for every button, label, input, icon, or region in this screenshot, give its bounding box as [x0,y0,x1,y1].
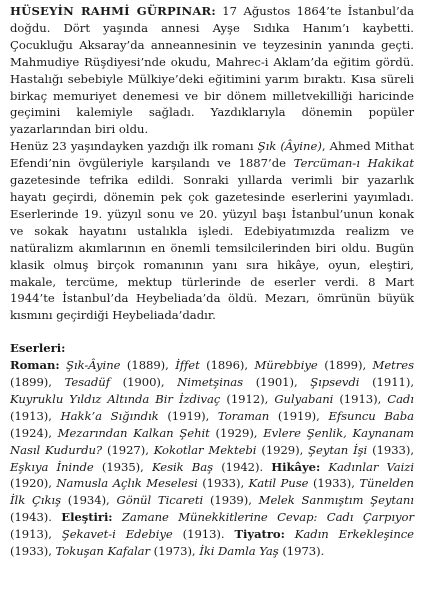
section-gap [10,324,414,340]
work-year: (1900), [109,375,178,390]
biography-text-2c: gazetesinde tefrika edildi. Sonraki yıllarda verimli bir yazarlık hayatı geçirdi, dönemin pek çok gazetesinde eserlerini yayımladı. Eserlerinde 19. yüzyıl sonu ve 20. yüzyıl başı İstanbul’unun konak ve sokak hayatını ustalıkla işledi. Edebiyatımızda realizm ve natüralizm akımlarının en önemli temsilcilerinden biri oldu. Bugün klasik olmuş birçok romanının yanı sıra hikâye, oyun, eleştiri, makale, tercüme, mektup türlerinde de eserler verdi. 8 Mart 1944’te İstanbul’da Heybeliada’da öldü. Mezarı, ömrünün büyük kısmını geçirdiği Heybeliada’dadır. [10,173,414,323]
author-name: HÜSEYİN RAHMİ GÜRPINAR: [10,4,216,18]
category-roman: Roman: [10,358,60,373]
work-year: (1973). [278,544,325,559]
work-title: Efsuncu Baba [328,408,414,423]
work-title: Mürebbiye [254,358,318,373]
work-title: Gulyabani [274,391,334,406]
work-title: Şık-Âyine [66,358,121,373]
work-title: Hakk’a Sığındık [60,408,159,423]
work-title: Nimetşinas [177,375,244,390]
category-tiyatro: Tiyatro: [234,527,285,542]
work-year: (1901), [243,375,311,390]
work-year: (1929), [256,442,309,457]
works-list [10,357,414,560]
work-title: Şeytan İşi [308,442,368,457]
work-title: Toraman [217,408,270,423]
work-title: Kadın Erkekleşince [294,527,414,542]
work-year: (1920), [10,476,57,491]
work-year: (1933), [10,544,56,559]
work-title: Tünelden İlk Çıkış [10,476,414,508]
category-elestiri: Eleştiri: [61,510,113,525]
newspaper-title: Tercüman-ı Hakikat [293,156,414,171]
work-title: Eşkıya İninde [10,459,94,474]
work-title: Mezarından Kalkan Şehit [57,425,210,440]
work-title: Şıpsevdi [310,375,360,390]
work-year: (1933), [197,476,249,491]
work-title: Gönül Ticareti [116,493,204,508]
category-hikaye: Hikâye: [271,459,321,474]
biography-text-1: 17 Ağustos 1864’te İstanbul’da doğdu. Dört yaşında annesi Ayşe Sıdıka Hanım’ı kaybetti. Çocukluğu Aksaray’da anneannesinin ve teyzesinin yanında geçti. Mahmudiye Rüşdiyesi’nde okudu, Mahrec-i Aklam’da eğitim gördü. Hastalığı sebebiyle Mülkiye’deki eğitimini yarım bıraktı. Kısa süreli birkaç memuriyet denemesi ve bir dönem milletvekilliği haricinde geçimini kalemiyle sağladı. Yazdıklarıyla dönemin popüler yazarlarından biri oldu. [10,4,414,137]
biography-paragraph-2 [10,138,414,324]
biography-text-2b: , Ahmed Mithat Efendi’nin övgüleriyle karşılandı ve 1887’de [10,139,415,171]
work-title: İffet [175,358,200,373]
biography-text-2a: Henüz 23 yaşındayken yazdığı ilk romanı [10,139,258,154]
work-year: (1929), [209,425,264,440]
work-title: Cadı [387,391,414,406]
work-year: (1919), [158,408,218,423]
work-year: (1919), [269,408,329,423]
work-year: (1911), [359,375,414,390]
works-heading: Eserleri: [10,341,66,356]
work-year: (1913). [172,527,235,542]
biography-paragraph-1 [10,3,414,138]
work-year: (1943). [10,510,62,525]
work-title: Şekavet-i Edebiye [61,527,173,542]
work-title: Kadınlar Vaizi [328,459,415,474]
work-year: (1935), [93,459,152,474]
work-title: Zamane Münekkitlerine Cevap: Cadı Çarpıyor [121,510,414,525]
work-year: (1927), [102,442,154,457]
work-year: (1934), [60,493,117,508]
work-year: (1939), [203,493,259,508]
work-title: Namusla Açlık Meselesi [56,476,198,491]
work-year: (1924), [10,425,58,440]
work-year: (1912), [220,391,275,406]
work-year: (1933), [367,442,414,457]
work-title: İki Damla Yaş [199,544,279,559]
work-year: (1933), [308,476,360,491]
first-novel-title: Şık (Âyine) [257,139,322,154]
work-year: (1899), [317,358,373,373]
work-title: Metres [372,358,414,373]
work-year: (1913), [10,408,61,423]
work-year: (1899), [10,375,65,390]
work-year: (1973), [150,544,200,559]
work-title: Kuyruklu Yıldız Altında Bir İzdivaç [10,391,221,406]
work-title: Kokotlar Mektebi [153,442,257,457]
work-year: (1942). [213,459,272,474]
work-title: Melek Sanmıştım Şeytanı [258,493,414,508]
work-year: (1896), [199,358,255,373]
work-title: Evlere Şenlik, Kaynanam Nasıl Kudurdu? [10,425,414,457]
work-title: Tokuşan Kafalar [55,544,151,559]
work-year: (1913), [333,391,388,406]
work-year: (1889), [120,358,176,373]
work-title: Tesadüf [64,375,110,390]
work-year: (1913), [10,527,62,542]
work-title: Kesik Baş [151,459,214,474]
work-title: Katil Puse [248,476,309,491]
roman-works [10,358,414,473]
